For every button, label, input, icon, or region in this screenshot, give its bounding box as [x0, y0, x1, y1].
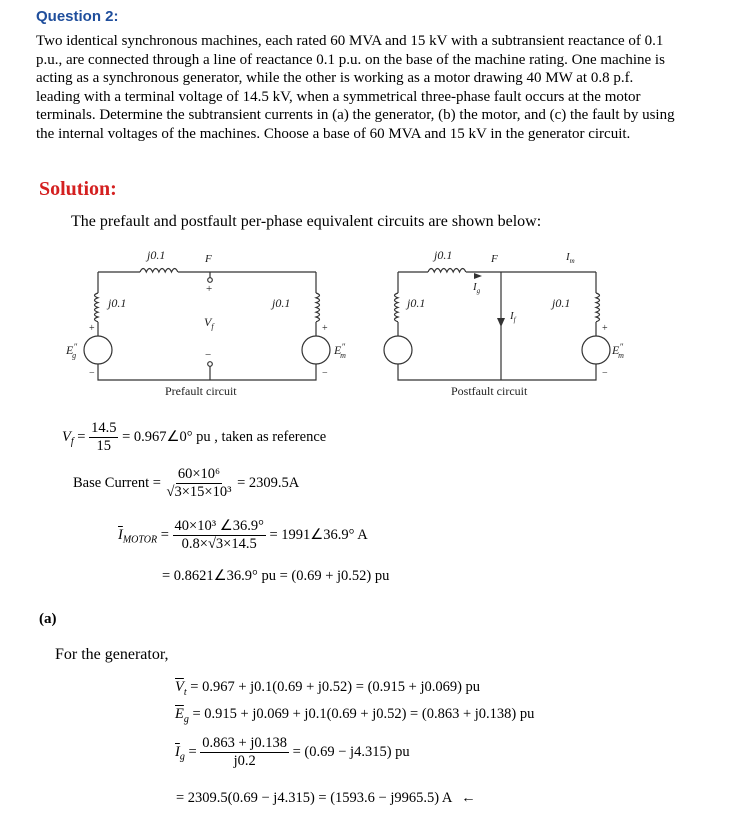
eq2-rhs: = 0.915 + j0.069 + j0.1(0.69 + j0.52) = (0.863 + j0.138) pu	[192, 706, 535, 722]
svg-text:If	[509, 310, 517, 324]
eq1-lhs: $\overline{V}$	[175, 679, 184, 695]
part-a-eq3: $\overline{I}_g$ = $\frac{0.863 + j0.138}{j0.2}$ = (0.69 − j4.315) pu	[175, 735, 410, 769]
postfault-em-prime: ″	[619, 342, 624, 352]
eq4-text: = 2309.5(0.69 − j4.315) = (1593.6 − j9965.5) A	[176, 790, 452, 806]
postfault-ig-symbol: I	[473, 281, 477, 293]
svg-text:Vf	[204, 315, 215, 331]
prefault-eg-prime: ″	[73, 342, 78, 352]
solution-intro: The prefault and postfault per-phase equivalent circuits are shown below:	[71, 213, 542, 230]
part-a-eq1	[175, 679, 480, 698]
prefault-motor-source	[302, 336, 330, 364]
prefault-fault-label: F	[205, 253, 212, 265]
postfault-em-symbol: E	[612, 343, 620, 357]
postfault-generator-source	[384, 336, 412, 364]
svg-text:E″g	[65, 342, 77, 360]
question-title: Question 2:	[36, 8, 119, 25]
prefault-fault-terminal-bottom	[208, 362, 213, 367]
prefault-gen-inductor	[95, 293, 99, 322]
eq3-lhs: $\overline{I}$	[175, 743, 180, 760]
base-fraction	[165, 466, 234, 501]
vf-fraction	[89, 420, 118, 455]
svg-text:Ig	[472, 281, 481, 295]
eq1-rhs: = 0.967 + j0.1(0.69 + j0.52) = (0.915 + j0.069) pu	[190, 679, 481, 695]
postfault-line-inductor	[428, 269, 466, 273]
eq2-lhs: $\overline{E}$	[175, 706, 184, 722]
postfault-motor-minus: −	[602, 368, 608, 379]
if-arrow-icon	[497, 318, 505, 327]
prefault-caption: Prefault circuit	[165, 384, 237, 398]
eq3-fraction	[200, 735, 289, 770]
solution-heading: Solution:	[39, 178, 117, 200]
eq2-lhs-sub: g	[183, 713, 189, 725]
prefault-vf-symbol: V	[204, 315, 212, 329]
motor-lhs: $\overline{I}$	[118, 526, 123, 543]
prefault-vf-sub: f	[211, 322, 214, 331]
postfault-if-symbol: I	[510, 310, 514, 322]
base-rhs: = 2309.5A	[237, 474, 300, 491]
prefault-motor-inductor	[316, 293, 320, 322]
prefault-motor-minus: −	[322, 368, 328, 379]
prefault-em-sub: m	[340, 351, 346, 360]
vf-num: 14.5	[91, 420, 117, 436]
vf-rhs: = 0.967∠0° pu , taken as reference	[122, 428, 327, 445]
prefault-eg-symbol: E	[66, 343, 74, 357]
prefault-generator-source	[84, 336, 112, 364]
prefault-motor-plus: +	[322, 323, 328, 334]
prefault-fault-plus: +	[206, 283, 213, 295]
postfault-motor-source	[582, 336, 610, 364]
part-a-eq2	[175, 706, 534, 725]
motor-num: 40×10³ ∠36.9°	[174, 518, 264, 534]
vf-lhs-sub: f	[70, 436, 74, 448]
prefault-gen-minus: −	[89, 368, 95, 379]
prefault-em-symbol: E	[334, 343, 342, 357]
eq3-lhs-sub: g	[179, 751, 185, 763]
postfault-im-symbol: I	[566, 251, 570, 263]
prefault-eg-sub: g	[72, 351, 77, 360]
postfault-wires	[398, 272, 596, 380]
postfault-if-sub: f	[513, 316, 516, 324]
base-label: Base Current =	[73, 474, 161, 491]
postfault-ig-sub: g	[476, 287, 481, 295]
motor-pu-equation: = 0.8621∠36.9° pu = (0.69 + j0.52) pu	[162, 568, 390, 584]
vf-lhs: V	[62, 428, 71, 445]
svg-text:E″m	[333, 342, 346, 360]
eq3-rhs: = (0.69 − j4.315) pu	[292, 743, 410, 760]
question-body: Two identical synchronous machines, each rated 60 MVA and 15 kV with a subtransient reactance of 0.1 p.u., are connected through a line of reactance 0.1 p.u. on the base of the machine rating. One machine is acting as a synchronous generator, while the other is working as a motor drawing 40 MW at 0.8 p.f. leading with a terminal voltage of 14.5 kV, when a symmetrical three-phase fault occurs at the motor terminals. Determine the subtransient currents in (a) the generator, (b) the motor, and (c) the fault by using the internal voltages of the machines. Choose a base of 60 MVA and 15 kV in the generator circuit.	[36, 33, 675, 142]
vf-equation: $V_f$ = $\frac{14.5}{15}$ = 0.967∠0° pu , taken as reference	[62, 420, 327, 454]
prefault-gen-plus: +	[89, 323, 95, 334]
base-current-equation	[73, 466, 299, 501]
part-a-eq4	[176, 790, 476, 807]
svg-text:Im	[565, 251, 575, 265]
motor-current-equation: $\overline{I}_{MOTOR}$ = $\frac{\text{40×10³ ∠36.9°}}{0.8\times√3\times 14.5}$ = 1991∠36.9° A	[118, 518, 368, 552]
prefault-fault-terminal-top	[208, 278, 213, 283]
prefault-em-prime: ″	[341, 342, 346, 352]
prefault-motor-reactance: j0.1	[272, 296, 291, 310]
motor-rhs: = 1991∠36.9° A	[269, 526, 368, 543]
postfault-em-sub: m	[618, 351, 624, 360]
circuit-diagrams	[0, 238, 732, 406]
prefault-line-inductor	[140, 269, 178, 273]
postfault-motor-reactance: j0.1	[552, 296, 571, 310]
motor-lhs-sub: MOTOR	[122, 534, 158, 546]
base-den: √3×15×10³	[166, 484, 232, 500]
postfault-gen-inductor	[395, 293, 399, 322]
base-num: 60×10⁶	[177, 466, 221, 482]
ig-arrow-icon	[474, 273, 482, 279]
answer-arrow-icon: ←	[461, 790, 476, 806]
postfault-motor-inductor	[596, 293, 600, 322]
prefault-gen-reactance: j0.1	[108, 296, 127, 310]
postfault-motor-plus: +	[602, 323, 608, 334]
for-generator-text: For the generator,	[55, 646, 169, 663]
vf-den: 15	[96, 438, 112, 454]
eq3-den: j0.2	[233, 753, 256, 769]
part-a-label: (a)	[39, 611, 57, 627]
postfault-caption: Postfault circuit	[451, 384, 528, 398]
motor-fraction	[173, 518, 266, 553]
eq1-lhs-sub: t	[183, 686, 187, 698]
postfault-fault-label: F	[491, 253, 498, 265]
postfault-im-sub: m	[569, 257, 575, 265]
eq3-num: 0.863 + j0.138	[202, 735, 287, 751]
svg-text:E″m	[611, 342, 624, 360]
motor-den: 0.8×√3×14.5	[181, 536, 257, 552]
postfault-line-reactance: j0.1	[434, 248, 453, 262]
prefault-fault-minus: −	[205, 349, 212, 361]
prefault-line-reactance: j0.1	[147, 248, 166, 262]
postfault-gen-reactance: j0.1	[407, 296, 426, 310]
